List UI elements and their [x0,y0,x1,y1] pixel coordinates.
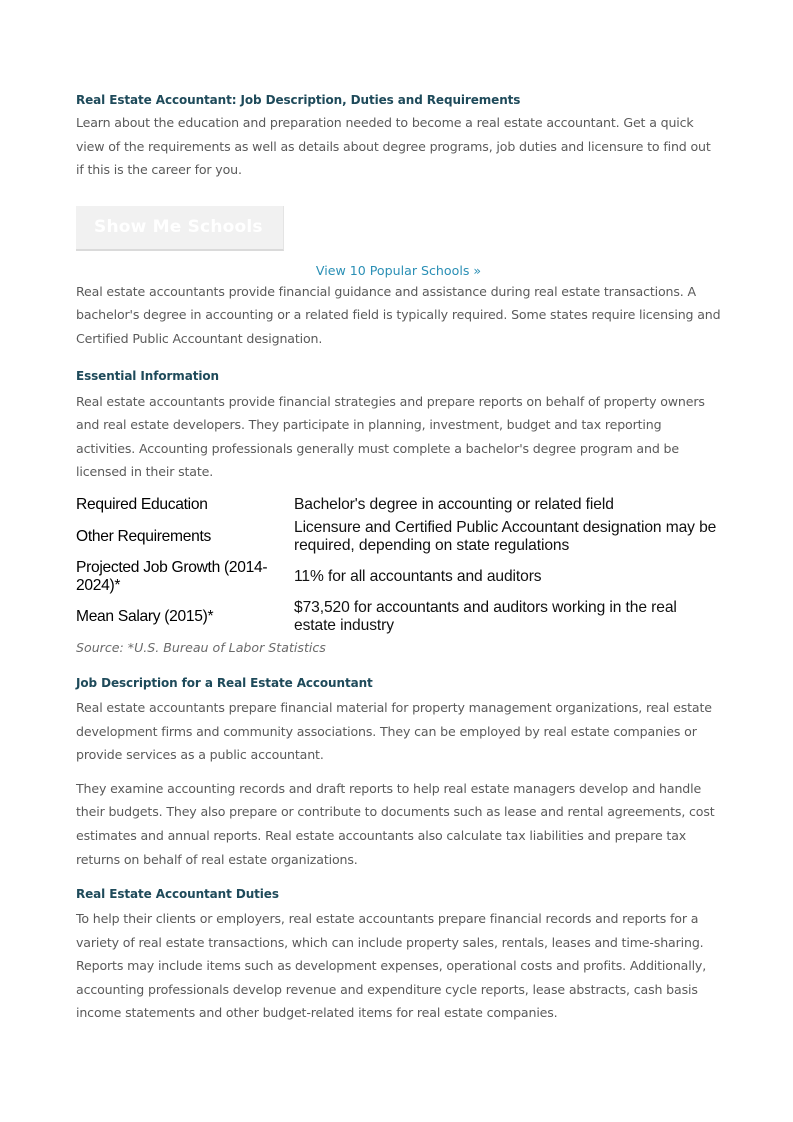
fact-value: 11% for all accountants and auditors [294,567,542,585]
source-note: Source: *U.S. Bureau of Labor Statistics [76,639,326,655]
fact-label: Mean Salary (2015)* [76,607,214,625]
fact-label: Projected Job Growth (2014-2024)* [76,558,268,594]
article [76,92,721,1025]
intro-summary: Learn about the education and preparation needed to become a real estate accountant. Get a quick view of the requirements as well as details about degree programs, job duties and licensure to find out if this is the career for you. [76,115,711,178]
table-row [76,494,721,517]
duties-paragraph: To help their clients or employers, real estate accountants prepare financial records and reports for a variety of real estate transactions, which can include property sales, rentals, leases and time-sharing. Reports may include items such as development expenses, operational costs and profits. Additionally, accounting professionals develop revenue and expenditure cycle reports, lease abstracts, cash basis income statements and other budget-related items for real estate companies. [76,911,707,1021]
table-row [76,517,721,557]
fact-value: Bachelor's degree in accounting or related field [294,496,614,514]
essential-information-paragraph: Real estate accountants provide financial strategies and prepare reports on behalf of property owners and real estate developers. They participate in planning, investment, budget and tax reporting activities. Accounting professionals generally must complete a bachelor's degree program and be licensed in their state. [76,393,705,480]
view-popular-schools-link[interactable]: View 10 Popular Schools » [315,262,482,278]
overview-paragraph: Real estate accountants provide financial guidance and assistance during real estate transactions. A bachelor's degree in accounting or a related field is typically required. Some states require licensing and Certified Public Accountant designation. [76,283,721,346]
fact-label: Other Requirements [76,527,212,545]
duties-heading: Real Estate Accountant Duties [76,887,279,902]
job-description-heading: Job Description for a Real Estate Accountant [76,675,373,690]
show-me-schools-button[interactable]: Show Me Schools [76,206,284,251]
table-row [76,557,721,597]
table-row [76,597,721,637]
facts-table [76,494,721,637]
fact-value: Licensure and Certified Public Accountant designation may be required, depending on state regulations [294,518,717,554]
job-description-paragraph-1: Real estate accountants prepare financial material for property management organizations, real estate development firms and community associations. They can be employed by real estate companies or provide services as a public accountant. [76,699,712,763]
fact-label: Required Education [76,496,208,514]
job-description-paragraph-2: They examine accounting records and draft reports to help real estate managers develop and handle their budgets. They also prepare or contribute to documents such as lease and rental agreements, cost estimates and annual reports. Real estate accountants also calculate tax liabilities and prepare tax returns on behalf of real estate organizations. [76,780,715,867]
essential-information-heading: Essential Information [76,368,219,383]
fact-value: $73,520 for accountants and auditors working in the real estate industry [294,598,677,634]
page-title: Real Estate Accountant: Job Description, Duties and Requirements [76,93,521,107]
popular-schools-row [76,260,721,278]
